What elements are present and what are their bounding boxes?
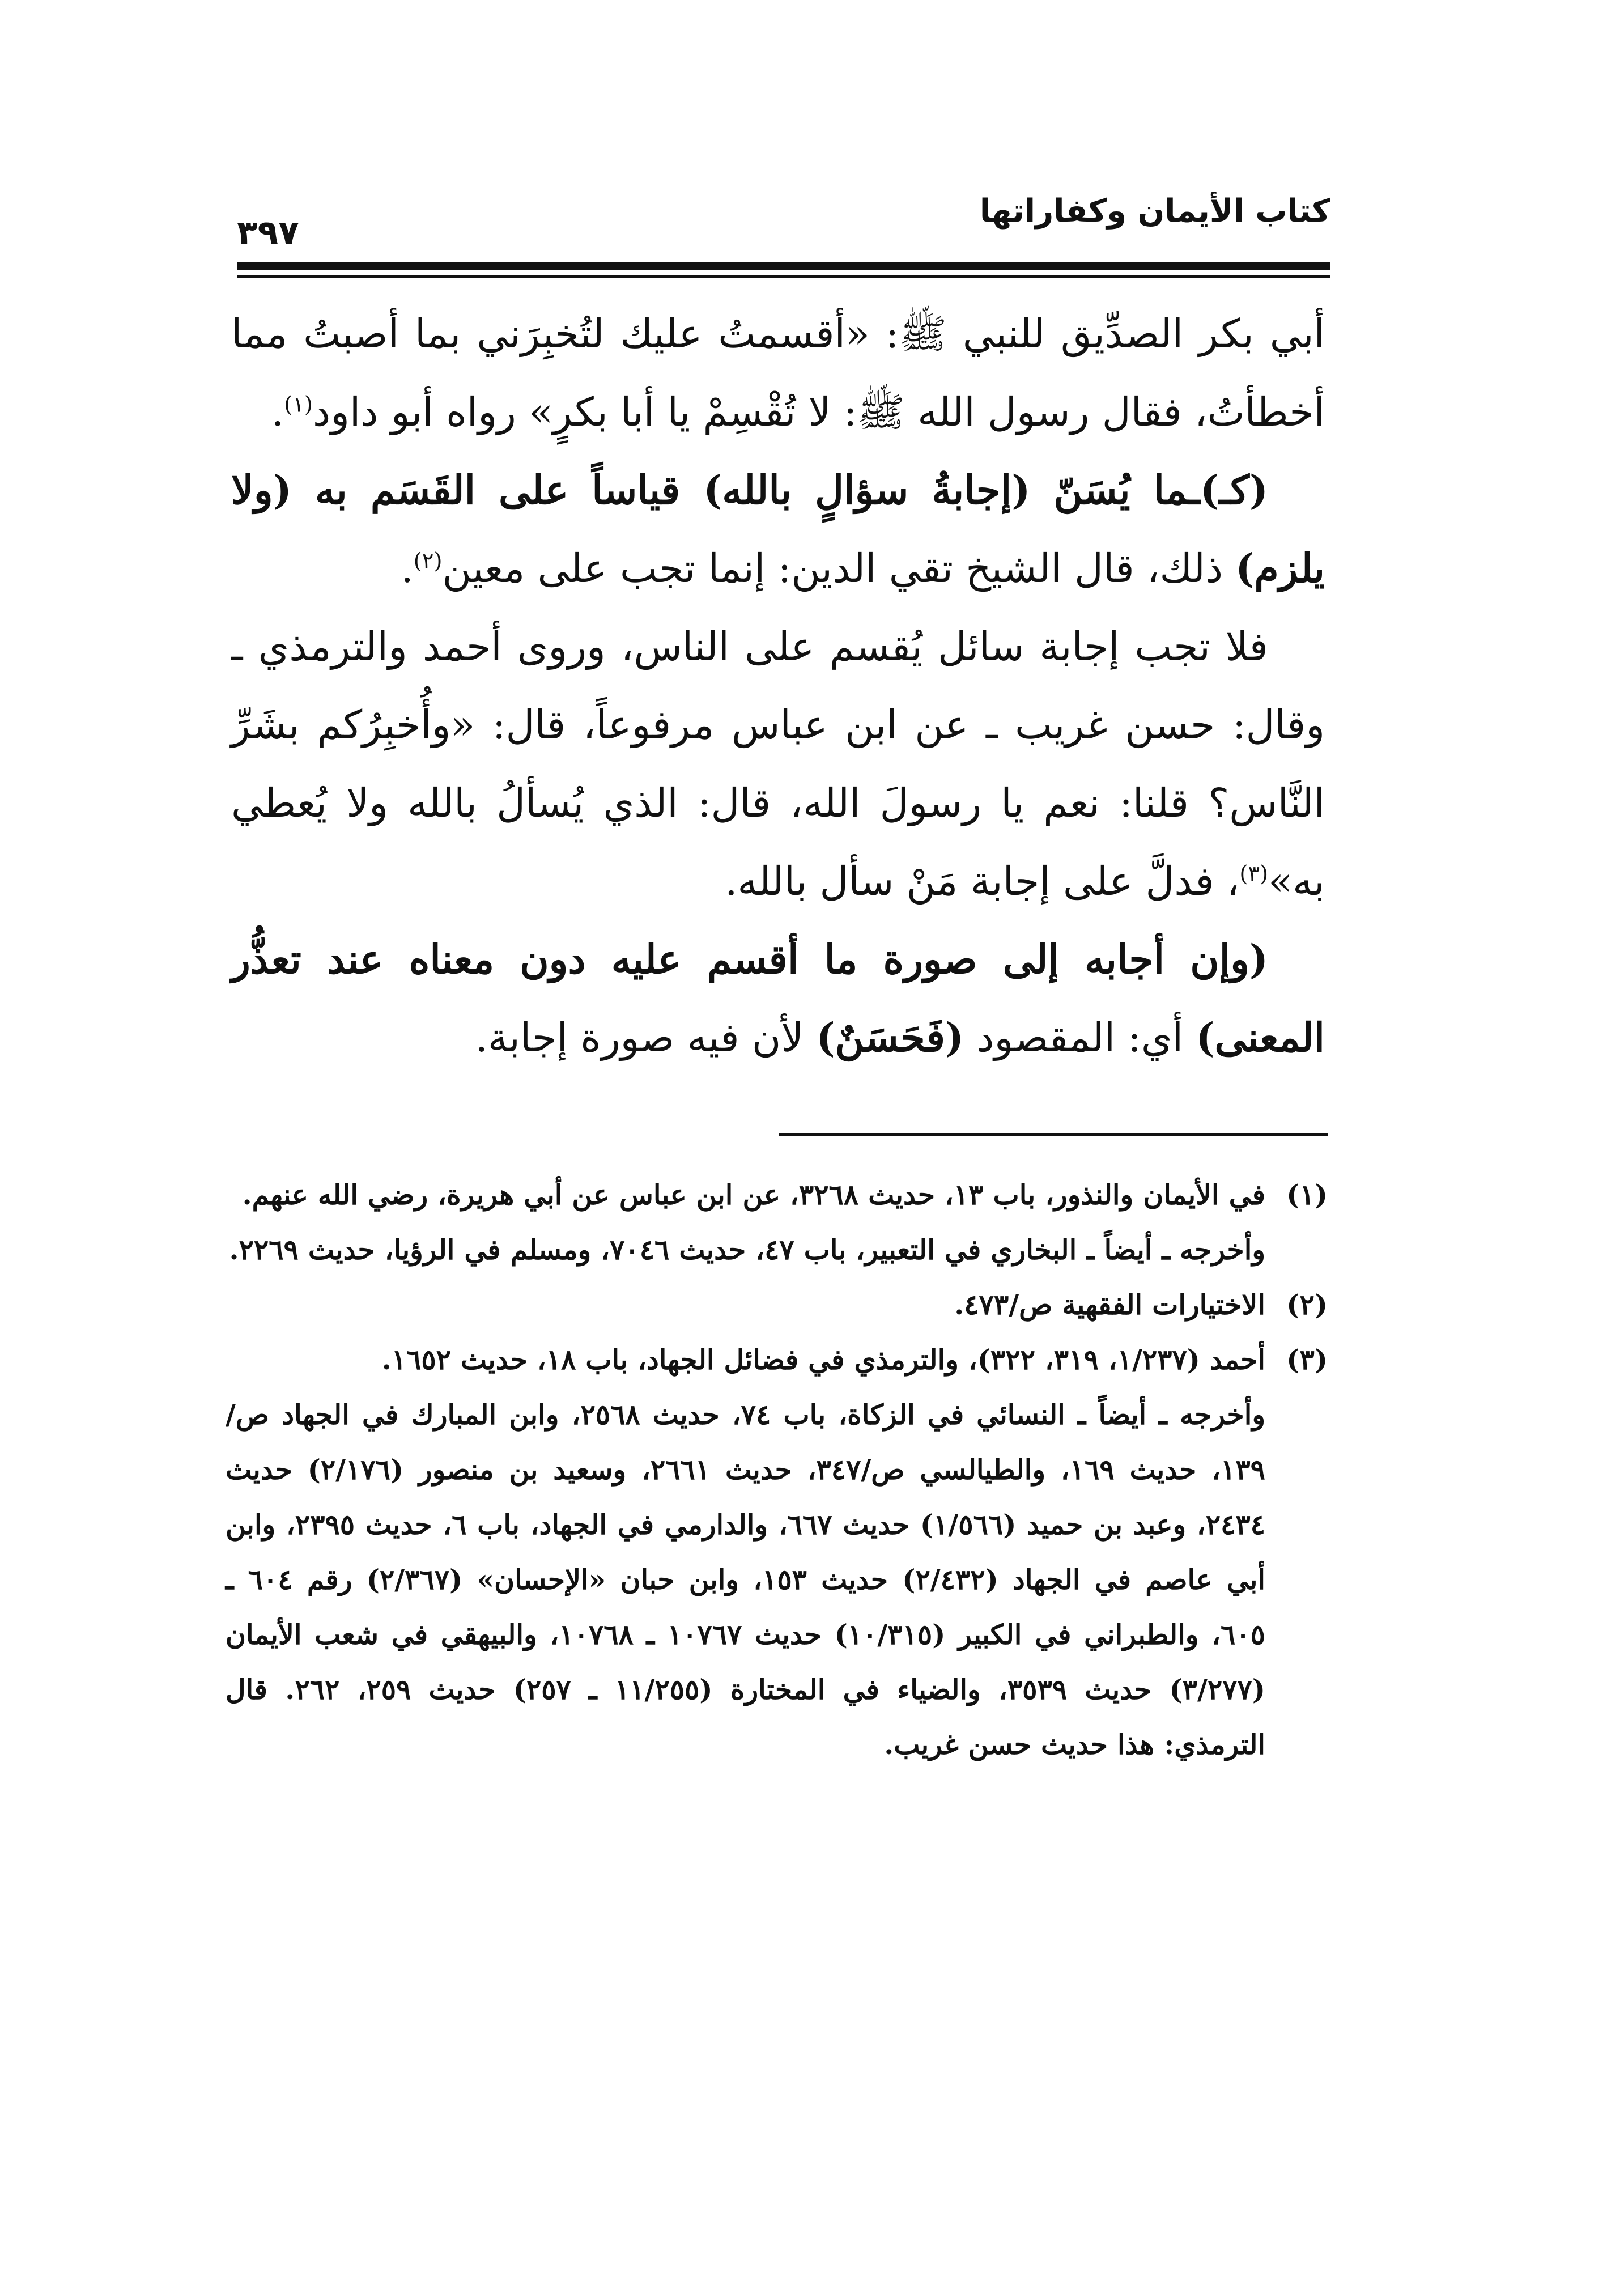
running-title: كتاب الأيمان وكفاراتها xyxy=(979,193,1330,230)
text-run: . xyxy=(271,389,284,435)
page-header xyxy=(237,181,1330,261)
text-run: ذلك، قال الشيخ تقي الدين: إنما تجب على معين xyxy=(442,545,1236,592)
footnote-ref: (٣) xyxy=(1239,861,1269,887)
text-run: ، فدلَّ على إجابة مَنْ سأل بالله. xyxy=(725,858,1240,905)
footnote-2 xyxy=(226,1277,1328,1332)
header-rule-thick xyxy=(237,262,1330,270)
page-number: ٣٩٧ xyxy=(237,213,299,253)
footnote-number: (١) xyxy=(1286,1178,1328,1211)
footnote-text: الاختيارات الفقهية ص/٤٧٣. xyxy=(954,1288,1265,1321)
footnote-separator xyxy=(779,1133,1328,1136)
text-run: أي: المقصود xyxy=(964,1014,1196,1061)
header-rule-thin xyxy=(237,275,1330,278)
footnote-number: (٢) xyxy=(1286,1288,1328,1321)
footnote-ref: (٢) xyxy=(413,548,443,574)
footnote-text: أحمد (١/٢٣٧، ٣١٩، ٣٢٢)، والترمذي في فضائل الجهاد، باب ١٨، حديث ١٦٥٢. xyxy=(381,1343,1265,1376)
footnote-text: وأخرجه ـ أيضاً ـ النسائي في الزكاة، باب ٧٤، حديث ٢٥٦٨، وابن المبارك في الجهاد ص/١٣٩، حديث ١٦٩، والطيالسي ص/٣٤٧، حديث ٢٦٦١، وسعيد بن منصور (٢/١٧٦) حديث ٢٤٣٤، وعبد بن حميد (١/٥٦٦) حديث ٦٦٧، والدارمي في الجهاد، باب ٦، حديث ٢٣٩٥، وابن أبي عاصم في الجهاد (٢/٤٣٢) حديث ١٥٣، وابن حبان «الإحسان» (٢/٣٦٧) رقم ٦٠٤ ـ ٦٠٥، والطبراني في الكبير (١٠/٣١٥) حديث ١٠٧٦٧ ـ ١٠٧٦٨، والبيهقي في شعب الأيمان (٣/٢٧٧) حديث ٣٥٣٩، والضياء في المختارة (١١/٢٥٥ ـ ٢٥٧) حديث ٢٥٩، ٢٦٢. قال الترمذي: هذا حديث حسن غريب. xyxy=(226,1398,1266,1761)
footnote-number: (٣) xyxy=(1286,1343,1328,1376)
matn-text: (كـ)ـما يُسَنّ (إجابةُ سؤالٍ بالله) قياساً على القَسَم به (ولا يلزم) xyxy=(231,466,1325,592)
text-run: أبي بكر الصدِّيق للنبي ﷺ: «أقسمتُ عليك لتُخبِرَني بما أصبتُ مما أخطأتُ، فقال رسول الله ﷺ: لا تُقْسِمْ يا أبا بكرٍ» رواه أبو داود xyxy=(231,311,1325,435)
main-text xyxy=(231,295,1325,1077)
text-run: لأن فيه صورة إجابة. xyxy=(475,1014,817,1061)
footnote-text: في الأيمان والنذور، باب ١٣، حديث ٣٢٦٨، عن ابن عباس عن أبي هريرة، رضي الله عنهم. xyxy=(242,1178,1265,1211)
paragraph xyxy=(231,608,1325,920)
footnotes xyxy=(226,1167,1328,1772)
paragraph xyxy=(231,920,1325,1077)
footnote-1 xyxy=(226,1167,1328,1222)
paragraph xyxy=(231,451,1325,608)
paragraph xyxy=(231,295,1325,451)
text-run: . xyxy=(401,545,414,592)
footnote-3 xyxy=(226,1332,1328,1387)
matn-text: (فَحَسَنٌ) xyxy=(816,1014,964,1061)
footnote-ref: (١) xyxy=(284,392,313,418)
matn-text: (وإن أجابه إلى صورة ما أقسم عليه دون معناه عند تعذُّر المعنى) xyxy=(231,936,1325,1061)
footnote-text: وأخرجه ـ أيضاً ـ البخاري في التعبير، باب ٤٧، حديث ٧٠٤٦، ومسلم في الرؤيا، حديث ٢٢٦٩. xyxy=(229,1233,1265,1266)
text-run: فلا تجب إجابة سائل يُقسم على الناس، وروى أحمد والترمذي ـ وقال: حسن غريب ـ عن ابن عباس مرفوعاً، قال: «وأُخبِرُكم بشَرِّ النَّاس؟ قلنا: نعم يا رسولَ الله، قال: الذي يُسألُ بالله ولا يُعطي به» xyxy=(231,623,1325,905)
